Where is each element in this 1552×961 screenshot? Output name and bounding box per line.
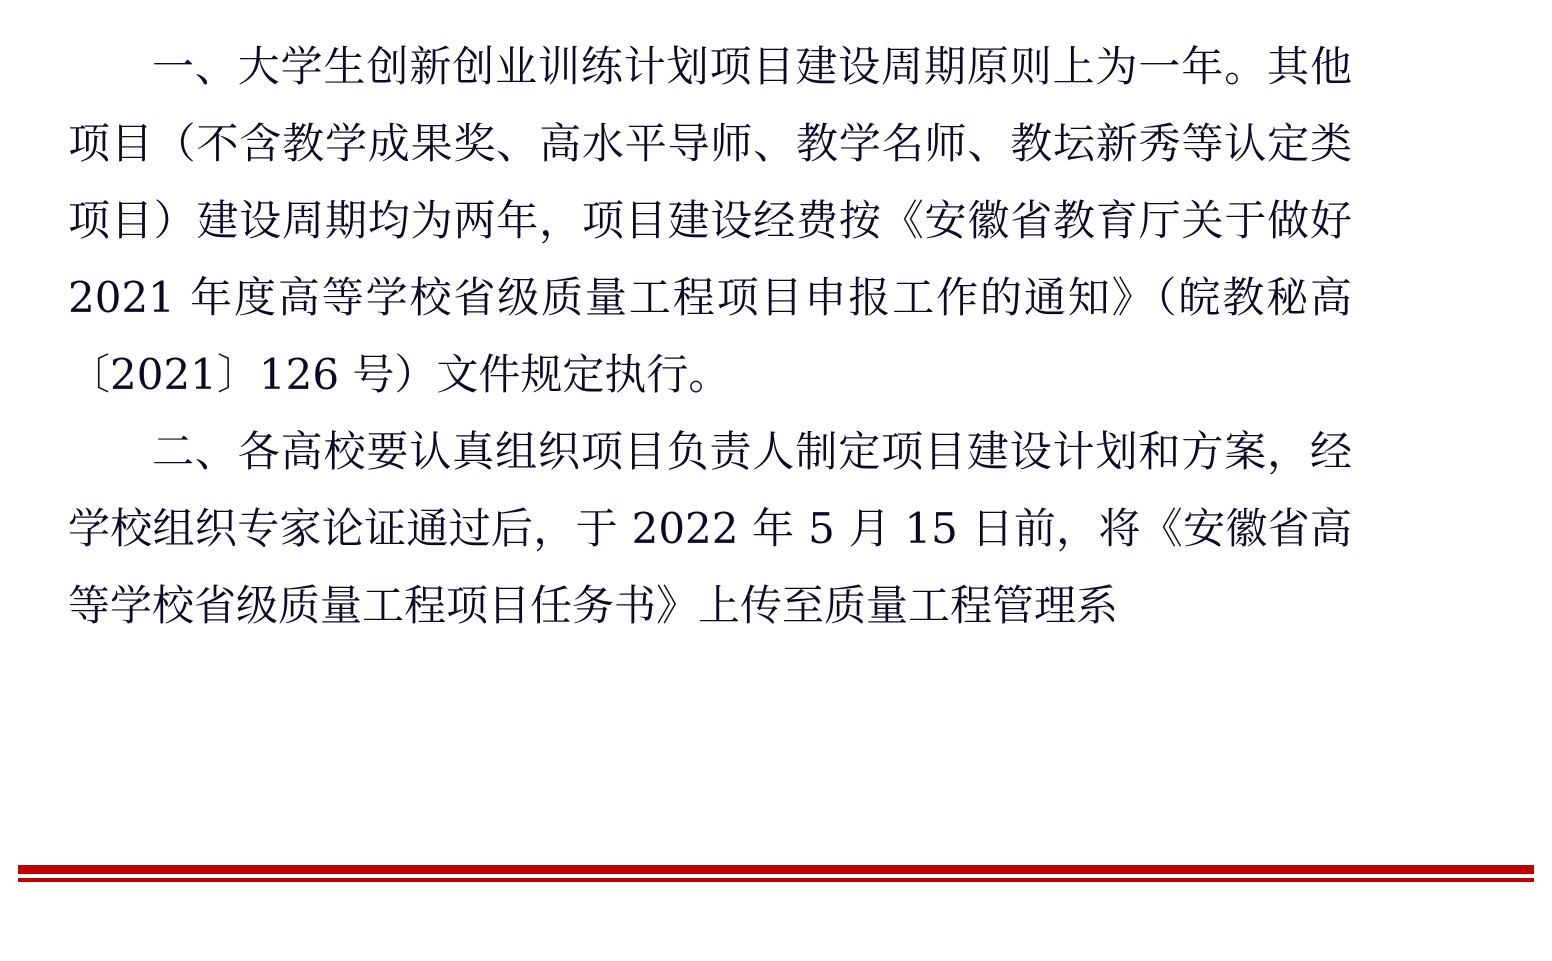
paragraph-one: 一、大学生创新创业训练计划项目建设周期原则上为一年。其他项目（不含教学成果奖、高水平导师、教学名师、教坛新秀等认定类项目）建设周期均为两年，项目建设经费按《安徽省教育厅关于做好 2021 年度高等学校省级质量工程项目申报工作的通知》（皖教秘高〔2021〕126 号）文件规定执行。: [68, 42, 1352, 399]
footer-rule-thick: [18, 865, 1534, 874]
footer-decorative-rules: [0, 865, 1552, 887]
document-body: [68, 28, 1352, 644]
paragraph-two: 二、各高校要认真组织项目负责人制定项目建设计划和方案，经学校组织专家论证通过后，于 2022 年 5 月 15 日前，将《安徽省高等学校省级质量工程项目任务书》上传至质量工程管理系: [68, 427, 1352, 630]
footer-rule-thin: [18, 878, 1534, 882]
